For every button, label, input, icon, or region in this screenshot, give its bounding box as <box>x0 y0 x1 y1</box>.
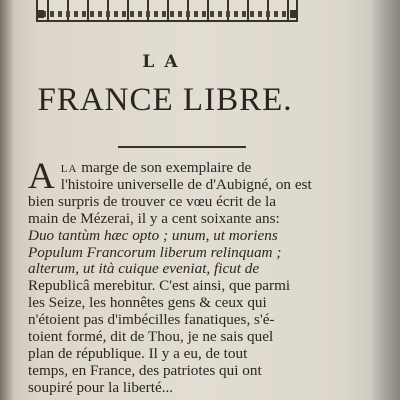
text-line: la marge de son exemplaire de <box>60 160 252 176</box>
text-line-latin: Populum Francorum liberum relinquam ; <box>28 244 282 261</box>
text-line: l'histoire universelle de d'Aubigné, on est <box>60 176 312 193</box>
text-line: Republicâ merebitur. C'est ainsi, que parmi <box>28 278 291 295</box>
drop-cap: A <box>28 156 55 197</box>
header-ornament <box>36 0 298 22</box>
text-line-latin: alterum, ut ità cuique eveniat, ficut de <box>28 261 260 278</box>
heading-article: LA <box>142 52 188 72</box>
ornament-corner-left <box>36 10 44 18</box>
text-line: main de Mézerai, il y a cent soixante ans: <box>28 210 280 227</box>
title-rule <box>118 146 246 148</box>
page-edge-shadow <box>370 0 400 400</box>
text-line: temps, en France, des patriotes qui ont <box>28 362 262 379</box>
body-paragraph <box>28 156 343 397</box>
text-line-latin: Duo tantùm hæc opto ; unum, ut moriens <box>28 227 278 244</box>
first-word: la <box>60 160 78 176</box>
text-line: toient formé, dit de Thou, je ne sais quel <box>28 329 274 346</box>
text-line: soupiré pour la liberté... <box>28 379 174 396</box>
text-line: bien surpris de trouver ce vœu écrit de la <box>28 193 276 210</box>
text-line: n'étoient pas d'imbécilles fanatiques, s'é- <box>28 312 275 329</box>
page-title: FRANCE LIBRE. <box>37 82 293 118</box>
text-line: les Seize, les honnêtes gens & ceux qui <box>28 295 267 312</box>
text-line: plan de république. Il y a eu, de tout <box>28 345 248 362</box>
ornament-corner-right <box>290 10 298 18</box>
